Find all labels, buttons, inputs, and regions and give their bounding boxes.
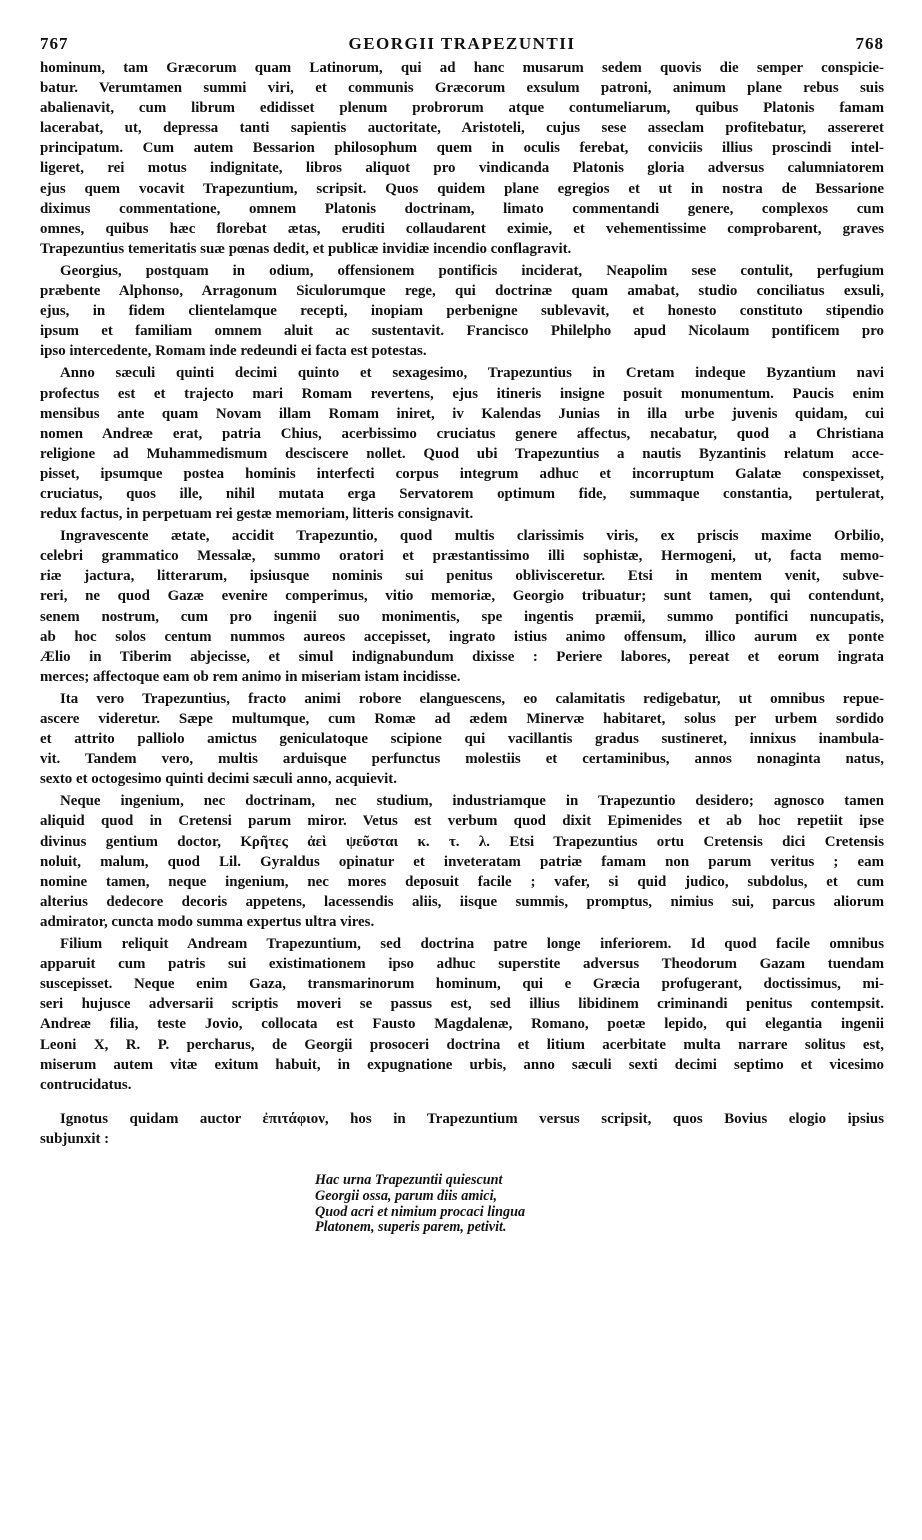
paragraph [40, 791, 884, 932]
text-line: Ita vero Trapezuntius, fracto animi robore elanguescens, eo calamitatis redigebatur, ut omnibus repue- [60, 690, 884, 707]
paragraph [40, 934, 884, 1095]
running-title: GEORGII TRAPEZUNTII [348, 34, 576, 53]
paragraph [40, 689, 884, 789]
text-line: apparuit cum patris sui existimationem ipso adhuc superstite adversus Theodorum Gazam tuendam [40, 956, 884, 973]
epitaph-line: Georgii ossa, parum diis amici, [315, 1187, 498, 1204]
text-line: divinus gentium doctor, Κρῆτες ἀεὶ ψεῦσται κ. τ. λ. Etsi Trapezuntius ortu Cretensis dici Cretensis [40, 833, 884, 850]
text-line: ejus quem vocavit Trapezuntium, scripsit. Quos quidem plane egregios et ut in nostra de Bessarione [40, 180, 884, 197]
text-line: vit. Tandem vero, multis arduisque perfunctus molestiis et certaminibus, annos nonaginta natus, [40, 751, 884, 768]
text-line: ligeret, rei motus indignitate, libros aliquot pro vindicanda Platonis gloria adversus calumniatorem [40, 160, 884, 177]
paragraph [40, 58, 884, 259]
text-line: riæ jactura, litterarum, ipsiusque nominis sui penitus oblivisceretur. Etsi in mentem venit, subve- [40, 568, 884, 585]
text-line: redux factus, in perpetuam rei gestæ memoriam, litteris consignavit. [40, 506, 474, 523]
text-line: et attrito palliolo amictus geniculatoque scipione qui vacillantis gradus sustineret, innixus inambula- [40, 731, 884, 748]
text-line: præbente Alphonso, Arragonum Siculorumque rege, qui doctrinæ quam amabat, studio conciliatus exsuli, [40, 283, 884, 300]
text-line: Filium reliquit Andream Trapezuntium, sed doctrina patre longe inferiorem. Id quod facile omnibus [60, 936, 884, 953]
text-line: pisset, ipsumque postea hominis interfecti corpus integrum adhuc et incorruptum Galatæ conspexisset, [40, 465, 884, 482]
page-header [40, 30, 884, 58]
page-number-right: 768 [855, 34, 884, 53]
text-line: ejus, in fidem clientelamque recepti, inopiam perbenigne sublevavit, et honesto constituto stipendio [40, 303, 884, 320]
text-line: reri, ne quod Gazæ evenire comperimus, vitio memoriæ, Georgio tribuatur; sunt tamen, qui contendunt, [40, 588, 884, 605]
paragraph [40, 526, 884, 687]
epitaph-line: Platonem, superis parem, petivit. [315, 1219, 507, 1236]
text-line: alterius dedecore decoris appetens, lacessendis aliis, iisque summis, promptus, nimius sui, parcus aliorum [40, 893, 884, 910]
text-line: senem nostrum, cum pro ingenii suo monimentis, spe ingentis præmii, summo pontifici nuncupatis, [40, 608, 884, 625]
text-line: profectus est et trajecto mari Romam revertens, ejus itineris insigne posuit monumentum. Paucis enim [40, 385, 884, 402]
text-line: merces; affectoque eam ob rem animo in miseriam istam incidisse. [40, 668, 461, 685]
text-line: Ælio in Tiberim abjecisse, et simul indignabundum dixisse : Periere labores, pereat et eorum ingrata [40, 648, 884, 665]
text-line: nomine tamen, neque ingenium, nec mores deposuit facile ; vafer, si quid judico, subdolus, et cum [40, 873, 884, 890]
paragraph [40, 363, 884, 524]
text-line: contrucidatus. [40, 1076, 132, 1093]
text-line: nomen Andreæ erat, patria Chius, acerbissimo cruciatus genere affectus, necabatur, quod a Christiana [40, 425, 884, 442]
text-line: ab hoc solos centum nummos aureos accepisset, ingrato istius animo offensum, illico aurum ex ponte [40, 628, 884, 645]
text-line: principatum. Cum autem Bessarion philosophum quem in oculis ferebat, conviciis illius proscindi intel- [40, 140, 884, 157]
text-line: ascere videretur. Sæpe multumque, cum Romæ ad ædem Minervæ habitaret, solus per urbem sordido [40, 711, 884, 727]
text-line: aliquid quod in Cretensi parum miror. Vetus est verbum quod dixit Epimenides et ab hoc repetiit ipse [40, 813, 884, 830]
text-line: ipsum et familiam omnem aluit ac sustentavit. Francisco Philelpho apud Nicolaum pontificem pro [40, 323, 884, 340]
text-line: admirator, cuncta modo summa expertus ultra vires. [40, 913, 375, 930]
text-line: sexto et octogesimo quinti decimi sæculi anno, acquievit. [40, 771, 397, 788]
text-line: Trapezuntius temeritatis suæ pœnas dedit, et publicæ invidiæ incendio conflagravit. [40, 240, 572, 257]
text-line: mensibus ante quam Novam illam Romam iniret, iv Kalendas Junias in illa urbe juvenis quidam, cui [40, 405, 884, 422]
text-line: Leoni X, R. P. percharus, de Georgii prosoceri doctrina et litium acerbitate multa narrare solitus est, [40, 1036, 884, 1053]
text-line: Ingravescente ætate, accidit Trapezuntio, quod multis clarissimis viris, ex priscis maxime Orbilio, [60, 528, 884, 545]
epitaph-line: Quod acri et nimium procaci lingua [315, 1203, 526, 1220]
text-line: diximus commentatione, omnem Platonis doctrinam, limato commentandi genere, complexos cum [40, 200, 884, 217]
page-number-left: 767 [40, 34, 69, 53]
epitaph-line: Hac urna Trapezuntii quiescunt [315, 1171, 503, 1188]
epitaph-verse [315, 1173, 884, 1236]
text-line: cruciatus, quos ille, nihil mutata erga Servatorem optimum fide, summaque constantia, pertulerat, [40, 485, 884, 502]
paragraph-gap [40, 1097, 884, 1109]
paragraph [40, 1109, 884, 1149]
text-line: ipso intercedente, Romam inde redeundi ei facta est potestas. [40, 343, 427, 360]
text-line: religione ad Muhammedismum desciscere nollet. Quod ubi Trapezuntius a nautis Byzantinis relatum acce- [40, 445, 884, 462]
text-line: Neque ingenium, nec doctrinam, nec studium, industriamque in Trapezuntio desidero; agnosco tamen [60, 793, 884, 810]
text-line: batur. Verumtamen summi viri, et communis Græcorum exsulum patroni, animum plane rebus suis [40, 80, 884, 97]
text-line: Ignotus quidam auctor ἐπιτάφιον, hos in Trapezuntium versus scripsit, quos Bovius elogio ipsius [60, 1110, 884, 1127]
text-line: abalienavit, cum librum edidisset plenum probrorum atque contumeliarum, quibus Platonis famam [40, 100, 884, 117]
text-line: subjunxit : [40, 1130, 110, 1147]
text-line: omnes, quibus hæc florebat ætas, eruditi collaudarent eximie, et vehementissime comprobarent, graves [40, 220, 884, 237]
text-line: Anno sæculi quinti decimi quinto et sexagesimo, Trapezuntius in Cretam indeque Byzantium navi [60, 365, 884, 382]
paragraph [40, 261, 884, 361]
text-line: celebri grammatico Messalæ, summo oratori et præstantissimo illi sophistæ, Hermogeni, ut, facta memo- [40, 548, 884, 565]
text-line: Andreæ filia, teste Jovio, collocata est Fausto Magdalenæ, Romano, poetæ lepido, qui elegantia ingenii [40, 1016, 884, 1033]
text-line: suscepisset. Neque enim Gaza, transmarinorum hominum, qui e Græcia profugerant, doctissimus, mi- [40, 976, 884, 993]
text-line: miserum autem vitæ exitum habuit, in expugnatione urbis, anno sæculi sexti decimi septimo et vicesimo [40, 1056, 884, 1073]
text-line: noluit, malum, quod Lil. Gyraldus opinatur et inveteratam patriæ famam non parum veritus ; eam [40, 853, 884, 870]
text-line: lacerabat, ut, depressa tanti sapientis auctoritate, Aristoteli, cujus sese asseclam profitebatur, assereret [40, 120, 884, 137]
text-line: hominum, tam Græcorum quam Latinorum, qui ad hanc musarum sedem quovis die semper conspicie- [40, 60, 884, 76]
text-line: Georgius, postquam in odium, offensionem pontificis inciderat, Neapolim sese contulit, perfugium [60, 262, 884, 279]
text-line: seri hujusce adversarii scriptis moveri se passus est, sed illius libidinem criminandi penitus contempsit. [40, 996, 884, 1013]
text-body [40, 58, 884, 1149]
